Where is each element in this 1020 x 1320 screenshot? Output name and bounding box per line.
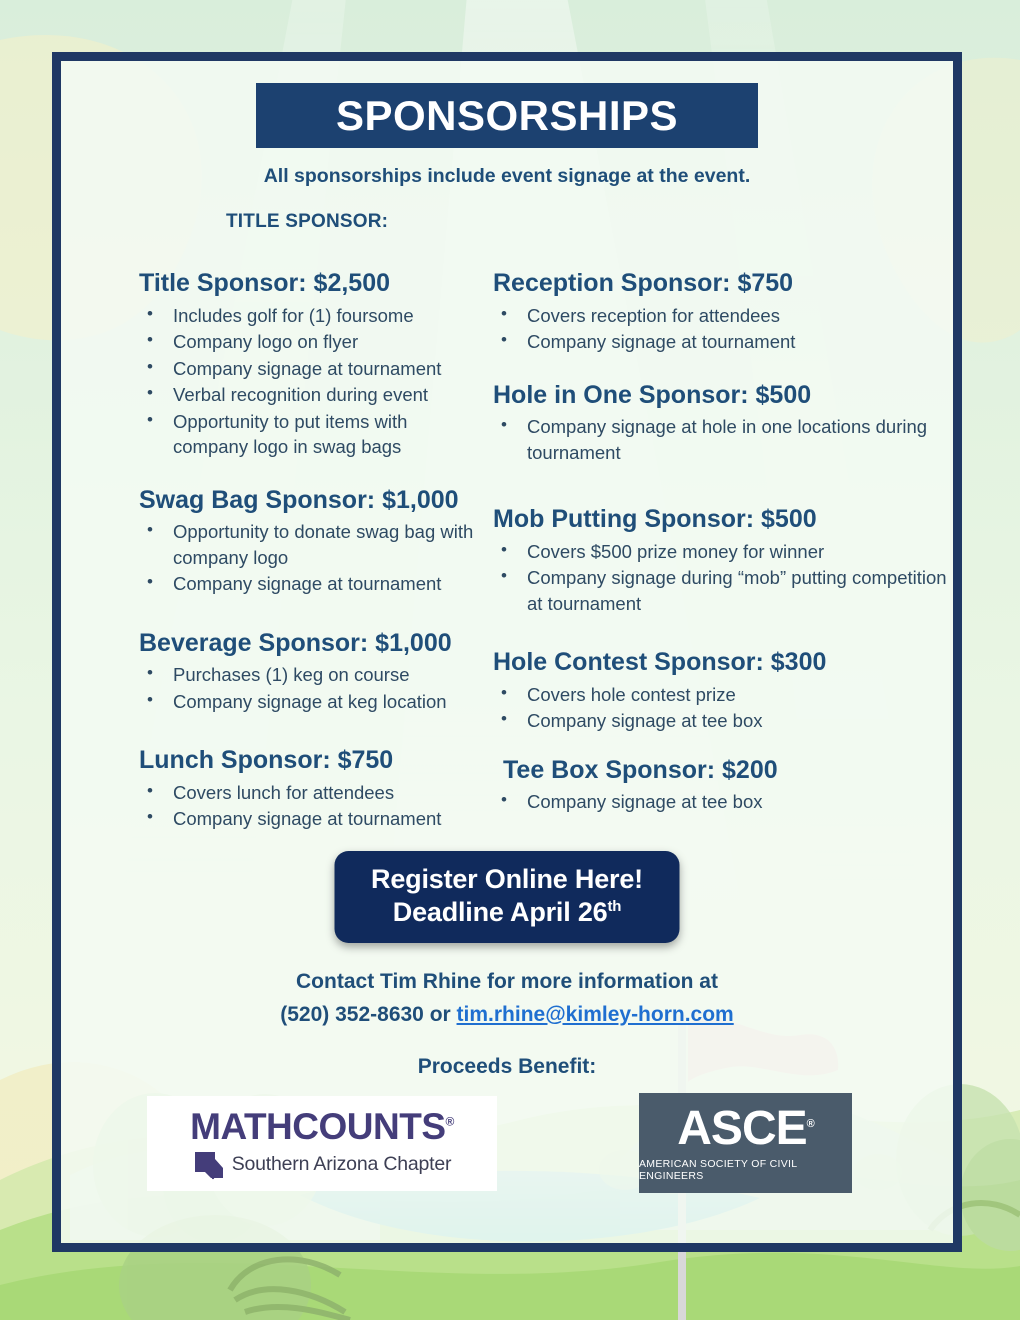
- contact-phone: (520) 352-8630 or: [280, 1002, 457, 1026]
- package-title: Reception Sponsor: $750: [493, 269, 794, 297]
- package-benefit-list: [493, 414, 951, 465]
- register-button-line-1: Register Online Here!: [371, 864, 643, 894]
- subtitle: [61, 165, 953, 188]
- sponsorship-package: [139, 269, 481, 460]
- package-title: Tee Box Sponsor: $200: [503, 755, 778, 784]
- package-title: Mob Putting Sponsor: $500: [493, 505, 817, 534]
- package-title: Title Sponsor: $2,500: [139, 269, 391, 297]
- contact-email-link[interactable]: tim.rhine@kimley-horn.com: [456, 1002, 734, 1026]
- asce-logo: [639, 1093, 852, 1193]
- subtitle-text: All sponsorships include event signage at the event: [263, 165, 745, 187]
- sponsorship-columns: [61, 269, 953, 858]
- sponsorship-package: [493, 505, 951, 616]
- asce-tagline: AMERICAN SOCIETY OF CIVIL ENGINEERS: [639, 1157, 798, 1182]
- registered-trademark-icon: ®: [445, 1114, 454, 1129]
- list-item: • Covers lunch for attendees: [139, 780, 481, 806]
- proceeds-benefit-label: Proceeds Benefit:: [417, 1055, 597, 1078]
- sponsorship-package: [493, 648, 951, 734]
- registered-trademark-icon: ®: [806, 1117, 814, 1130]
- deadline-ordinal-suffix: th: [607, 897, 622, 915]
- list-item: • Company signage at tournament: [139, 571, 481, 597]
- deadline-text: Deadline April 26: [392, 896, 608, 927]
- sponsorship-package: [493, 756, 951, 815]
- package-benefit-list: [139, 303, 481, 460]
- list-item: • Company signage at hole in one locations during tournament: [493, 414, 951, 465]
- list-item: • Opportunity to put items with company logo in swag bags: [139, 409, 481, 460]
- package-title: Hole Contest Sponsor: $300: [493, 648, 827, 677]
- list-item: • Company signage at keg location: [139, 689, 481, 715]
- package-benefit-list: [493, 303, 951, 355]
- sponsorship-column-right: [481, 269, 951, 858]
- contact-line-2: [61, 999, 953, 1032]
- asce-wordmark: [677, 1101, 814, 1155]
- package-title: Swag Bag Sponsor: $1,000: [139, 485, 459, 514]
- package-benefit-list: [493, 539, 951, 617]
- mathcounts-chapter-text: Southern Arizona Chapter: [231, 1153, 452, 1175]
- register-online-button[interactable]: [335, 851, 680, 943]
- list-item: • Opportunity to donate swag bag with company logo: [139, 519, 481, 570]
- title-sponsor-section-label: TITLE SPONSOR:: [226, 211, 389, 232]
- package-title: Beverage Sponsor: $1,000: [139, 628, 452, 657]
- list-item: • Covers $500 prize money for winner: [493, 539, 951, 565]
- list-item: • Company signage at tournament: [493, 329, 951, 355]
- list-item: • Company signage at tee box: [493, 708, 951, 734]
- sponsorship-column-left: [61, 269, 481, 858]
- package-benefit-list: [139, 780, 481, 832]
- list-item: • Company signage during “mob” putting competition at tournament: [493, 565, 951, 616]
- asce-wordmark-text: ASCE: [677, 1101, 807, 1155]
- arizona-state-icon: [193, 1150, 225, 1180]
- sponsorship-package: [139, 746, 481, 832]
- list-item: • Company logo on flyer: [139, 329, 481, 355]
- contact-block: [61, 966, 953, 1031]
- package-benefit-list: [139, 519, 481, 597]
- package-title: Hole in One Sponsor: $500: [493, 380, 812, 409]
- sponsorship-package: [139, 629, 481, 715]
- package-title: Lunch Sponsor: $750: [139, 746, 394, 775]
- mathcounts-logo: [147, 1096, 497, 1191]
- list-item: • Covers hole contest prize: [493, 682, 951, 708]
- list-item: • Covers reception for attendees: [493, 303, 951, 329]
- package-benefit-list: [493, 682, 951, 734]
- list-item: • Company signage at tee box: [493, 789, 951, 815]
- page-title: SPONSORSHIPS: [335, 91, 679, 139]
- list-item: • Company signage at tournament: [139, 356, 481, 382]
- list-item: • Includes golf for (1) foursome: [139, 303, 481, 329]
- mathcounts-wordmark-text: MATHCOUNTS: [190, 1105, 446, 1147]
- package-benefit-list: [493, 789, 951, 815]
- mathcounts-chapter-row: [193, 1150, 452, 1180]
- page-title-banner: [256, 83, 758, 148]
- mathcounts-wordmark: [190, 1105, 454, 1147]
- contact-line-1: Contact Tim Rhine for more information at: [296, 970, 718, 993]
- sponsorship-package: [139, 486, 481, 597]
- package-benefit-list: [139, 662, 481, 714]
- list-item: • Purchases (1) keg on course: [139, 662, 481, 688]
- flyer-card: [52, 52, 962, 1252]
- sponsorship-package: [493, 269, 951, 355]
- sponsorship-package: [493, 381, 951, 466]
- subtitle-period: .: [744, 165, 751, 187]
- register-button-line-2: [335, 896, 680, 929]
- list-item: • Company signage at tournament: [139, 806, 481, 832]
- list-item: • Verbal recognition during event: [139, 382, 481, 408]
